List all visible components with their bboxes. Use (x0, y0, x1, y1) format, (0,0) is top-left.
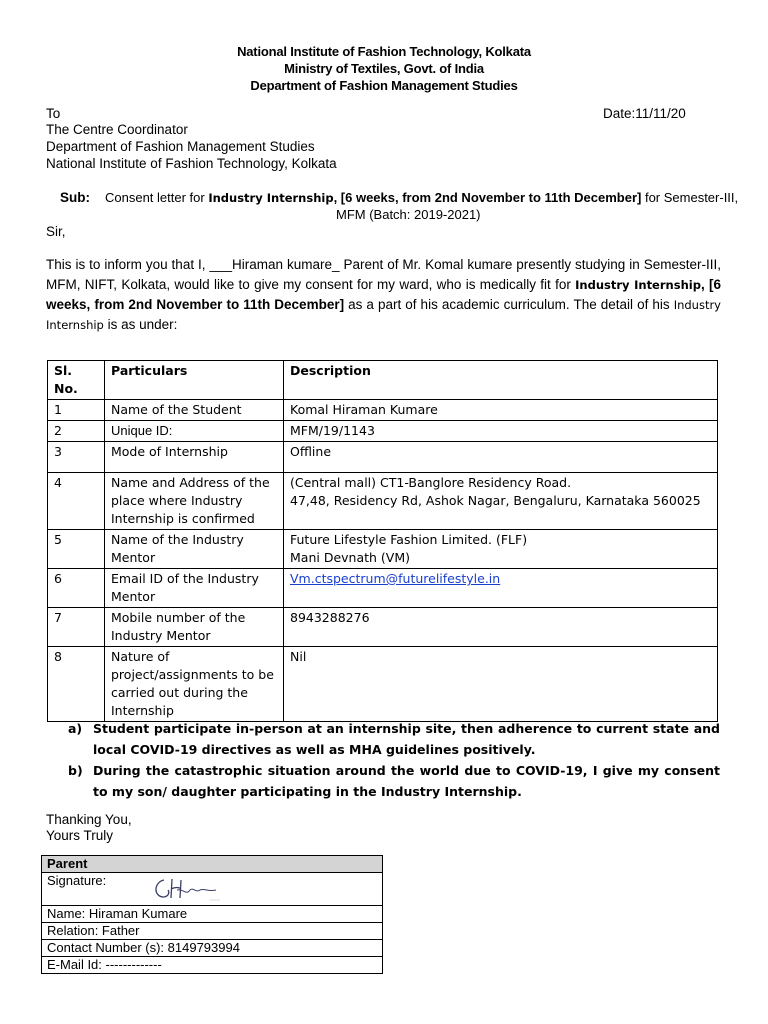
body-internship-2: Industry Internship (46, 298, 721, 332)
parent-contact-row (42, 940, 383, 957)
letter-date: Date:11/11/20 (603, 106, 686, 121)
row-sl: 2 (48, 421, 105, 442)
body-internship-1: Industry Internship (575, 278, 701, 292)
subject-batch: MFM (Batch: 2019-2021) (336, 207, 481, 222)
row-description (284, 569, 718, 608)
internship-details-table (47, 360, 718, 722)
parent-name: Name: Hiraman Kumare (42, 906, 383, 923)
note-item (68, 718, 720, 760)
mall-address: 47,48, Residency Rd, Ashok Nagar, Bengaluru, Karnataka 560025 (290, 493, 701, 508)
note-text: During the catastrophic situation around the world due to COVID-19, I give my consent to my son/ daughter participating in the Industry Internship. (93, 763, 720, 799)
row-particular: Mode of Internship (105, 442, 284, 473)
parent-heading: Parent (42, 856, 383, 873)
note-item (68, 760, 720, 802)
row-description (284, 530, 718, 569)
address-line-2: Department of Fashion Management Studies (46, 139, 315, 154)
mentor-email-link[interactable]: Vm.ctspectrum@futurelifestyle.in (290, 571, 501, 586)
header-sl-no: Sl. No. (48, 361, 105, 400)
salutation: Sir, (46, 224, 66, 239)
row-particular: Unique ID: (105, 421, 284, 442)
table-row (48, 530, 718, 569)
notes-list (68, 718, 720, 802)
row-particular: Name of the Industry Mentor (105, 530, 284, 569)
subject-post: for Semester-III, (641, 190, 739, 205)
header-institute: National Institute of Fashion Technology, Kolkata (237, 44, 531, 59)
address-line-3: National Institute of Fashion Technology, Kolkata (46, 156, 337, 171)
subject-label: Sub: (60, 190, 90, 205)
row-sl: 1 (48, 400, 105, 421)
body-paragraph (46, 255, 721, 335)
closing-thanks: Thanking You, (46, 812, 132, 827)
header-particulars: Particulars (105, 361, 284, 400)
table-header-row (48, 361, 718, 400)
row-sl: 7 (48, 608, 105, 647)
row-particular: Name of the Student (105, 400, 284, 421)
body-text-3: is as under: (103, 317, 178, 332)
body-text-1: This is to inform you that I, ___Hiraman kumare_ Parent of Mr. Komal kumare presently studying in Semester-III, MFM, NIFT, Kolkata, would like to give my consent for my ward, who is medically fit for (46, 257, 721, 292)
parent-email-row (42, 957, 383, 974)
table-row (48, 647, 718, 722)
body-duration: , [6 weeks, from 2nd November to 11th December] (46, 277, 721, 312)
header-ministry: Ministry of Textiles, Govt. of India (284, 61, 484, 76)
handwritten-signature-icon (150, 876, 220, 902)
row-particular: Name and Address of the place where Industry Internship is confirmed (105, 473, 284, 530)
subject-line (105, 189, 738, 207)
row-description: Offline (284, 442, 718, 473)
row-description: Nil (284, 647, 718, 722)
row-sl: 8 (48, 647, 105, 722)
closing-yours: Yours Truly (46, 828, 114, 843)
note-label: b) (68, 763, 83, 778)
mentor-company: Future Lifestyle Fashion Limited. (FLF) (290, 532, 528, 547)
parent-contact: Contact Number (s): 8149793994 (42, 940, 383, 957)
table-row (48, 569, 718, 608)
parent-name-row (42, 906, 383, 923)
row-sl: 4 (48, 473, 105, 530)
row-particular: Email ID of the Industry Mentor (105, 569, 284, 608)
row-sl: 5 (48, 530, 105, 569)
row-sl: 6 (48, 569, 105, 608)
row-description: Komal Hiraman Kumare (284, 400, 718, 421)
note-label: a) (68, 721, 83, 736)
row-particular: Mobile number of the Industry Mentor (105, 608, 284, 647)
table-row (48, 421, 718, 442)
parent-signature-label: Signature: (42, 873, 383, 906)
table-row (48, 400, 718, 421)
subject-duration: , [6 weeks, from 2nd November to 11th December] (333, 190, 642, 205)
subject-internship: Industry Internship (208, 191, 334, 205)
row-description: 8943288276 (284, 608, 718, 647)
parent-info-table (41, 855, 383, 974)
mall-name: (Central mall) CT1-Banglore Residency Road. (290, 475, 572, 490)
row-description: MFM/19/1143 (284, 421, 718, 442)
header-department: Department of Fashion Management Studies (250, 78, 518, 93)
parent-relation: Relation: Father (42, 923, 383, 940)
row-particular: Nature of project/assignments to be carried out during the Internship (105, 647, 284, 722)
table-row (48, 473, 718, 530)
subject-pre: Consent letter for (105, 190, 209, 205)
body-text-2: as a part of his academic curriculum. The detail of his (344, 297, 674, 312)
parent-heading-row (42, 856, 383, 873)
address-line-1: The Centre Coordinator (46, 122, 188, 137)
row-description (284, 473, 718, 530)
note-text: Student participate in-person at an internship site, then adherence to current state and local COVID-19 directives as well as MHA guidelines positively. (93, 721, 720, 757)
parent-email: E-Mail Id: ------------- (42, 957, 383, 974)
table-row (48, 442, 718, 473)
table-row (48, 608, 718, 647)
address-to: To (46, 106, 61, 121)
header-description: Description (284, 361, 718, 400)
mentor-name: Mani Devnath (VM) (290, 550, 410, 565)
parent-relation-row (42, 923, 383, 940)
row-sl: 3 (48, 442, 105, 473)
